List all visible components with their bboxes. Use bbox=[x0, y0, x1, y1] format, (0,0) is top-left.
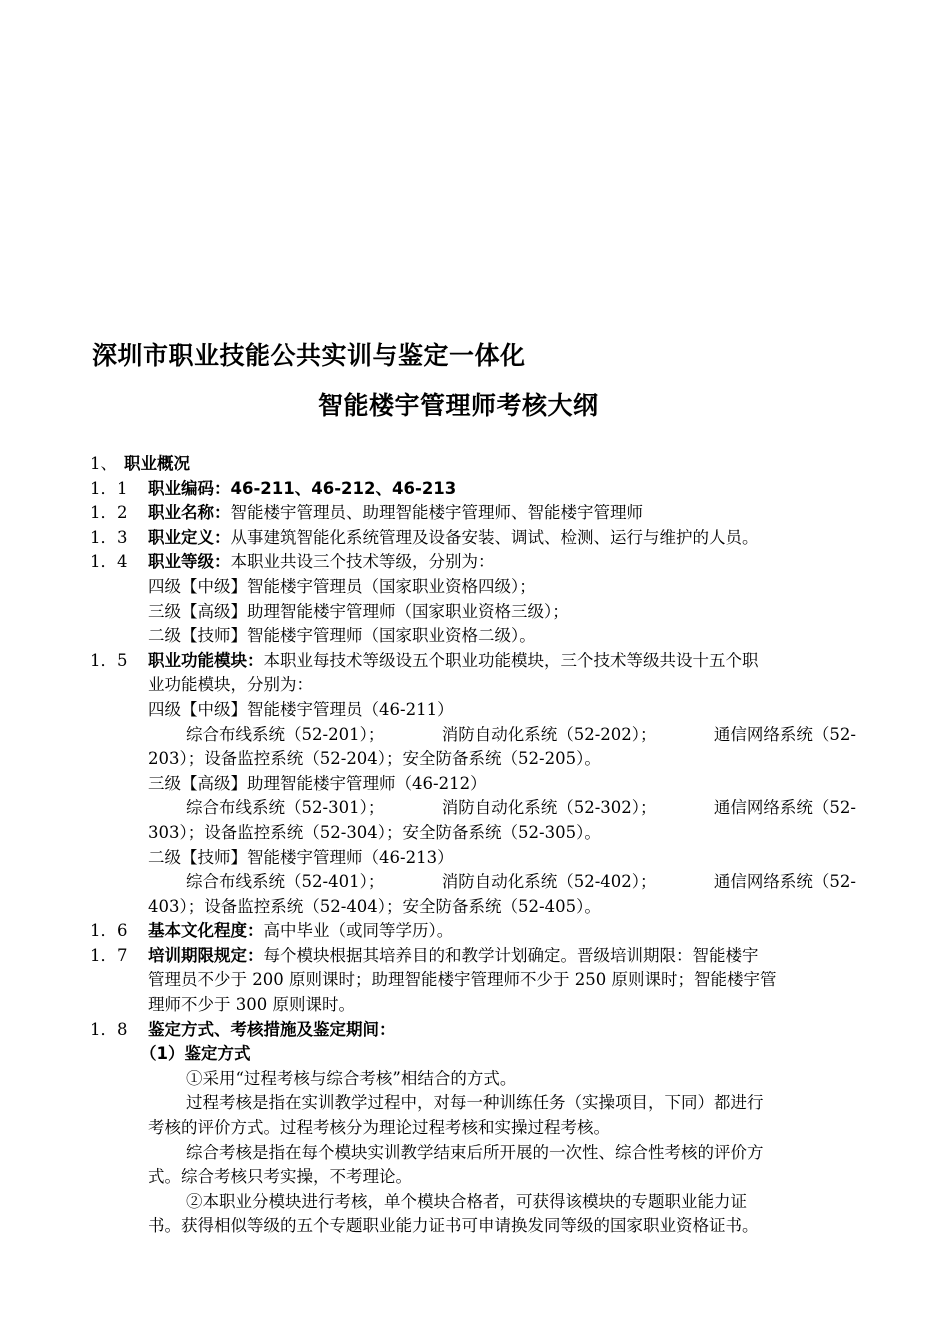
section-text: 业功能模块，分别为： bbox=[148, 675, 313, 695]
title-line-2: 智能楼宇管理师考核大纲 bbox=[318, 391, 599, 420]
section-1-8 bbox=[90, 1018, 862, 1043]
level-item: 二级【技师】智能楼宇管理师（国家职业资格二级）。 bbox=[148, 626, 536, 646]
module-group-head: 四级【中级】智能楼宇管理员（46-211） bbox=[148, 699, 454, 719]
section-number: 1．6 bbox=[90, 921, 128, 941]
module-list-line: 综合布线系统（52-201）； 消防自动化系统（52-202）； 通信网络系统（52- bbox=[186, 724, 856, 744]
section-number: 1、 bbox=[90, 454, 117, 473]
section-1-3 bbox=[90, 526, 862, 551]
paragraph-text: ②本职业分模块进行考核，单个模块合格者，可获得该模块的专题职业能力证 bbox=[186, 1191, 747, 1211]
level-item: 三级【高级】助理智能楼宇管理师（国家职业资格三级）； bbox=[148, 601, 569, 621]
section-1-2 bbox=[90, 501, 862, 526]
module-list-line: 403）；设备监控系统（52-404）；安全防备系统（52-405）。 bbox=[148, 896, 601, 916]
paragraph-text: 考核的评价方式。过程考核分为理论过程考核和实操过程考核。 bbox=[148, 1118, 610, 1138]
paragraph-text: 过程考核是指在实训教学过程中，对每一种训练任务（实操项目，下同）都进行 bbox=[186, 1093, 764, 1113]
section-heading: 职业等级： bbox=[148, 552, 231, 572]
section-text: 从事建筑智能化系统管理及设备安装、调试、检测、运行与维护的人员。 bbox=[230, 527, 759, 547]
section-1-7 bbox=[90, 944, 862, 969]
section-text: 管理员不少于 200 原则课时；助理智能楼宇管理师不少于 250 原则课时；智能楼宇管 bbox=[148, 970, 777, 990]
module-list-line: 综合布线系统（52-301）； 消防自动化系统（52-302）； 通信网络系统（52- bbox=[186, 798, 856, 818]
section-heading: 基本文化程度： bbox=[148, 921, 264, 941]
paragraph-text: ①采用“过程考核与综合考核”相结合的方式。 bbox=[186, 1068, 517, 1088]
paragraph-text: 书。获得相似等级的五个专题职业能力证书可申请换发同等级的国家职业资格证书。 bbox=[148, 1216, 759, 1236]
section-number: 1．2 bbox=[90, 503, 128, 523]
section-heading: 培训期限规定： bbox=[148, 945, 264, 965]
section-heading: 职业编码：46-211、46-212、46-213 bbox=[148, 478, 457, 498]
section-number: 1．3 bbox=[90, 527, 128, 547]
section-heading: 职业功能模块： bbox=[148, 650, 264, 670]
module-list-line: 303）；设备监控系统（52-304）；安全防备系统（52-305）。 bbox=[148, 822, 601, 842]
section-text: 本职业每技术等级设五个职业功能模块，三个技术等级共设十五个职 bbox=[263, 650, 759, 670]
module-list-line: 203）；设备监控系统（52-204）；安全防备系统（52-205）。 bbox=[148, 749, 601, 769]
section-text: 每个模块根据其培养目的和教学计划确定。晋级培训期限：智能楼宇 bbox=[263, 945, 759, 965]
section-text: 本职业共设三个技术等级，分别为： bbox=[230, 552, 495, 572]
section-heading: 职业概况 bbox=[124, 454, 190, 473]
section-number: 1．1 bbox=[90, 478, 128, 498]
paragraph-text: 综合考核是指在每个模块实训教学结束后所开展的一次性、综合性考核的评价方 bbox=[186, 1142, 764, 1162]
section-number: 1．5 bbox=[90, 650, 128, 670]
section-number: 1．8 bbox=[90, 1019, 128, 1039]
section-1 bbox=[90, 452, 862, 477]
section-text: 高中毕业（或同等学历）。 bbox=[263, 921, 454, 941]
section-1-5 bbox=[90, 649, 862, 674]
section-text: 智能楼宇管理员、助理智能楼宇管理师、智能楼宇管理师 bbox=[230, 503, 643, 523]
module-group-head: 三级【高级】助理智能楼宇管理师（46-212） bbox=[148, 773, 487, 793]
section-1-6 bbox=[90, 919, 862, 944]
section-heading: 职业名称： bbox=[148, 503, 231, 523]
title-line-1: 深圳市职业技能公共实训与鉴定一体化 bbox=[92, 341, 526, 370]
section-text: 理师不少于 300 原则课时。 bbox=[148, 995, 355, 1015]
section-1-4 bbox=[90, 550, 862, 575]
module-group-head: 二级【技师】智能楼宇管理师（46-213） bbox=[148, 847, 454, 867]
document-body bbox=[90, 452, 862, 1239]
section-number: 1．4 bbox=[90, 552, 128, 572]
section-number: 1．7 bbox=[90, 945, 128, 965]
level-item: 四级【中级】智能楼宇管理员（国家职业资格四级）； bbox=[148, 576, 536, 596]
section-heading: 鉴定方式、考核措施及鉴定期间： bbox=[148, 1019, 396, 1039]
subsection-heading: （1）鉴定方式 bbox=[140, 1044, 251, 1064]
paragraph-text: 式。综合考核只考实操，不考理论。 bbox=[148, 1167, 412, 1187]
module-list-line: 综合布线系统（52-401）； 消防自动化系统（52-402）； 通信网络系统（52- bbox=[186, 872, 856, 892]
section-1-1 bbox=[90, 477, 862, 502]
section-heading: 职业定义： bbox=[148, 527, 231, 547]
